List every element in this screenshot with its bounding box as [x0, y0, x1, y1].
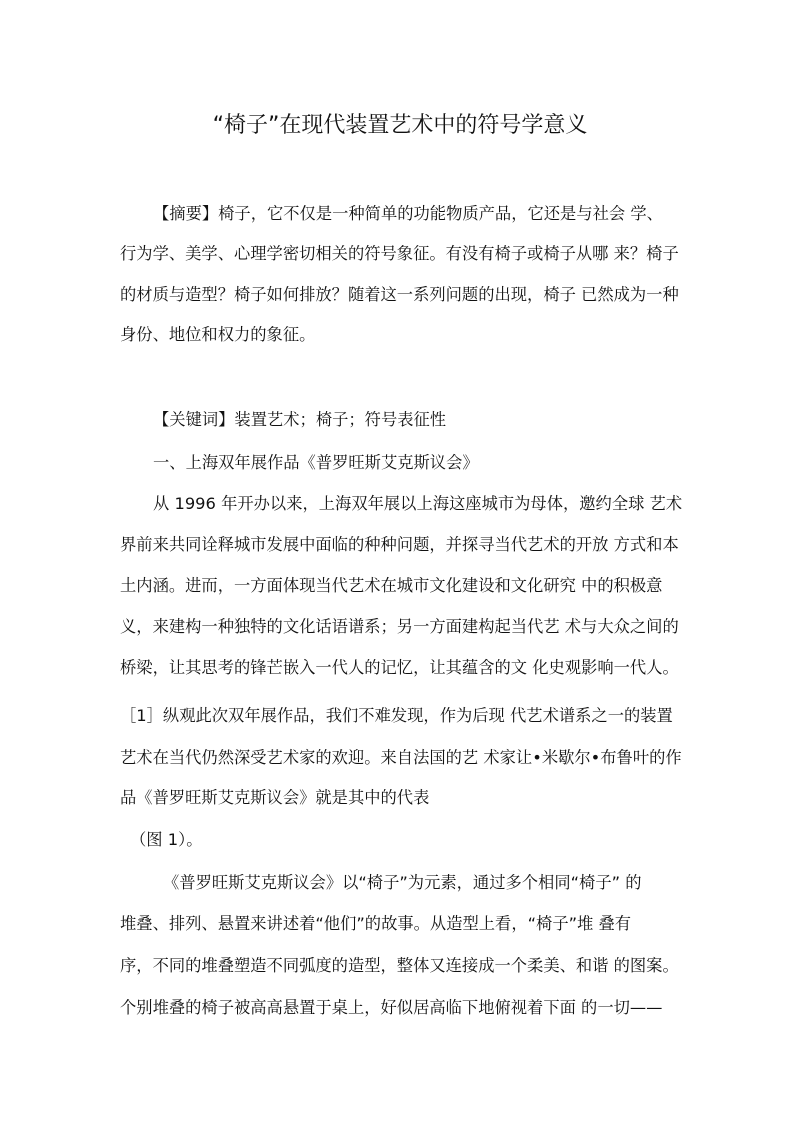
body-line: 艺术在当代仍然深受艺术家的欢迎。来自法国的艺 术家让•米歇尔•布鲁叶的作: [120, 748, 682, 767]
abstract-line: 身份、地位和权力的象征。: [120, 325, 316, 344]
paragraph-line: 个别堆叠的椅子被高高悬置于桌上，好似居高临下地俯视着下面 的一切——: [120, 998, 663, 1017]
paragraph-line: 堆叠、排列、悬置来讲述着“他们”的故事。从造型上看，“椅子”堆 叠有: [120, 914, 632, 933]
abstract-line: 行为学、美学、心理学密切相关的符号象征。有没有椅子或椅子从哪 来？椅子: [120, 244, 679, 263]
body-line: 品《普罗旺斯艾克斯议会》就是其中的代表: [120, 788, 430, 807]
body-line: 桥梁，让其思考的锋芒嵌入一代人的记忆，让其蕴含的文 化史观影响一代人。: [120, 658, 679, 677]
paragraph-line: 序，不同的堆叠塑造不同弧度的造型，整体又连接成一个柔美、和谐 的图案。: [120, 956, 679, 975]
body-line: 界前来共同诠释城市发展中面临的种种问题，并探寻当代艺术的开放 方式和本: [120, 535, 679, 554]
keywords: 【关键词】装置艺术；椅子；符号表征性: [153, 410, 447, 429]
figure-reference: （图 1）。: [130, 830, 203, 849]
body-line: ［1］纵观此次双年展作品，我们不难发现，作为后现 代艺术谱系之一的装置: [120, 706, 673, 725]
document-title: “椅子”在现代装置艺术中的符号学意义: [212, 113, 588, 138]
body-line: 从 1996 年开办以来，上海双年展以上海这座城市为母体，邀约全球 艺术: [153, 494, 683, 513]
body-line: 义，来建构一种独特的文化话语谱系；另一方面建构起当代艺 术与大众之间的: [120, 617, 679, 636]
body-line: 土内涵。进而，一方面体现当代艺术在城市文化建设和文化研究 中的积极意: [120, 576, 663, 595]
paragraph-line: 《普罗旺斯艾克斯议会》以“椅子”为元素，通过多个相同“椅子” 的: [163, 873, 642, 892]
abstract-line: 的材质与造型？椅子如何排放？随着这一系列问题的出现，椅子 已然成为一种: [120, 285, 679, 304]
section-heading: 一、上海双年展作品《普罗旺斯艾克斯议会》: [153, 453, 479, 472]
abstract-line: 【摘要】椅子，它不仅是一种简单的功能物质产品，它还是与社会 学、: [153, 204, 663, 223]
